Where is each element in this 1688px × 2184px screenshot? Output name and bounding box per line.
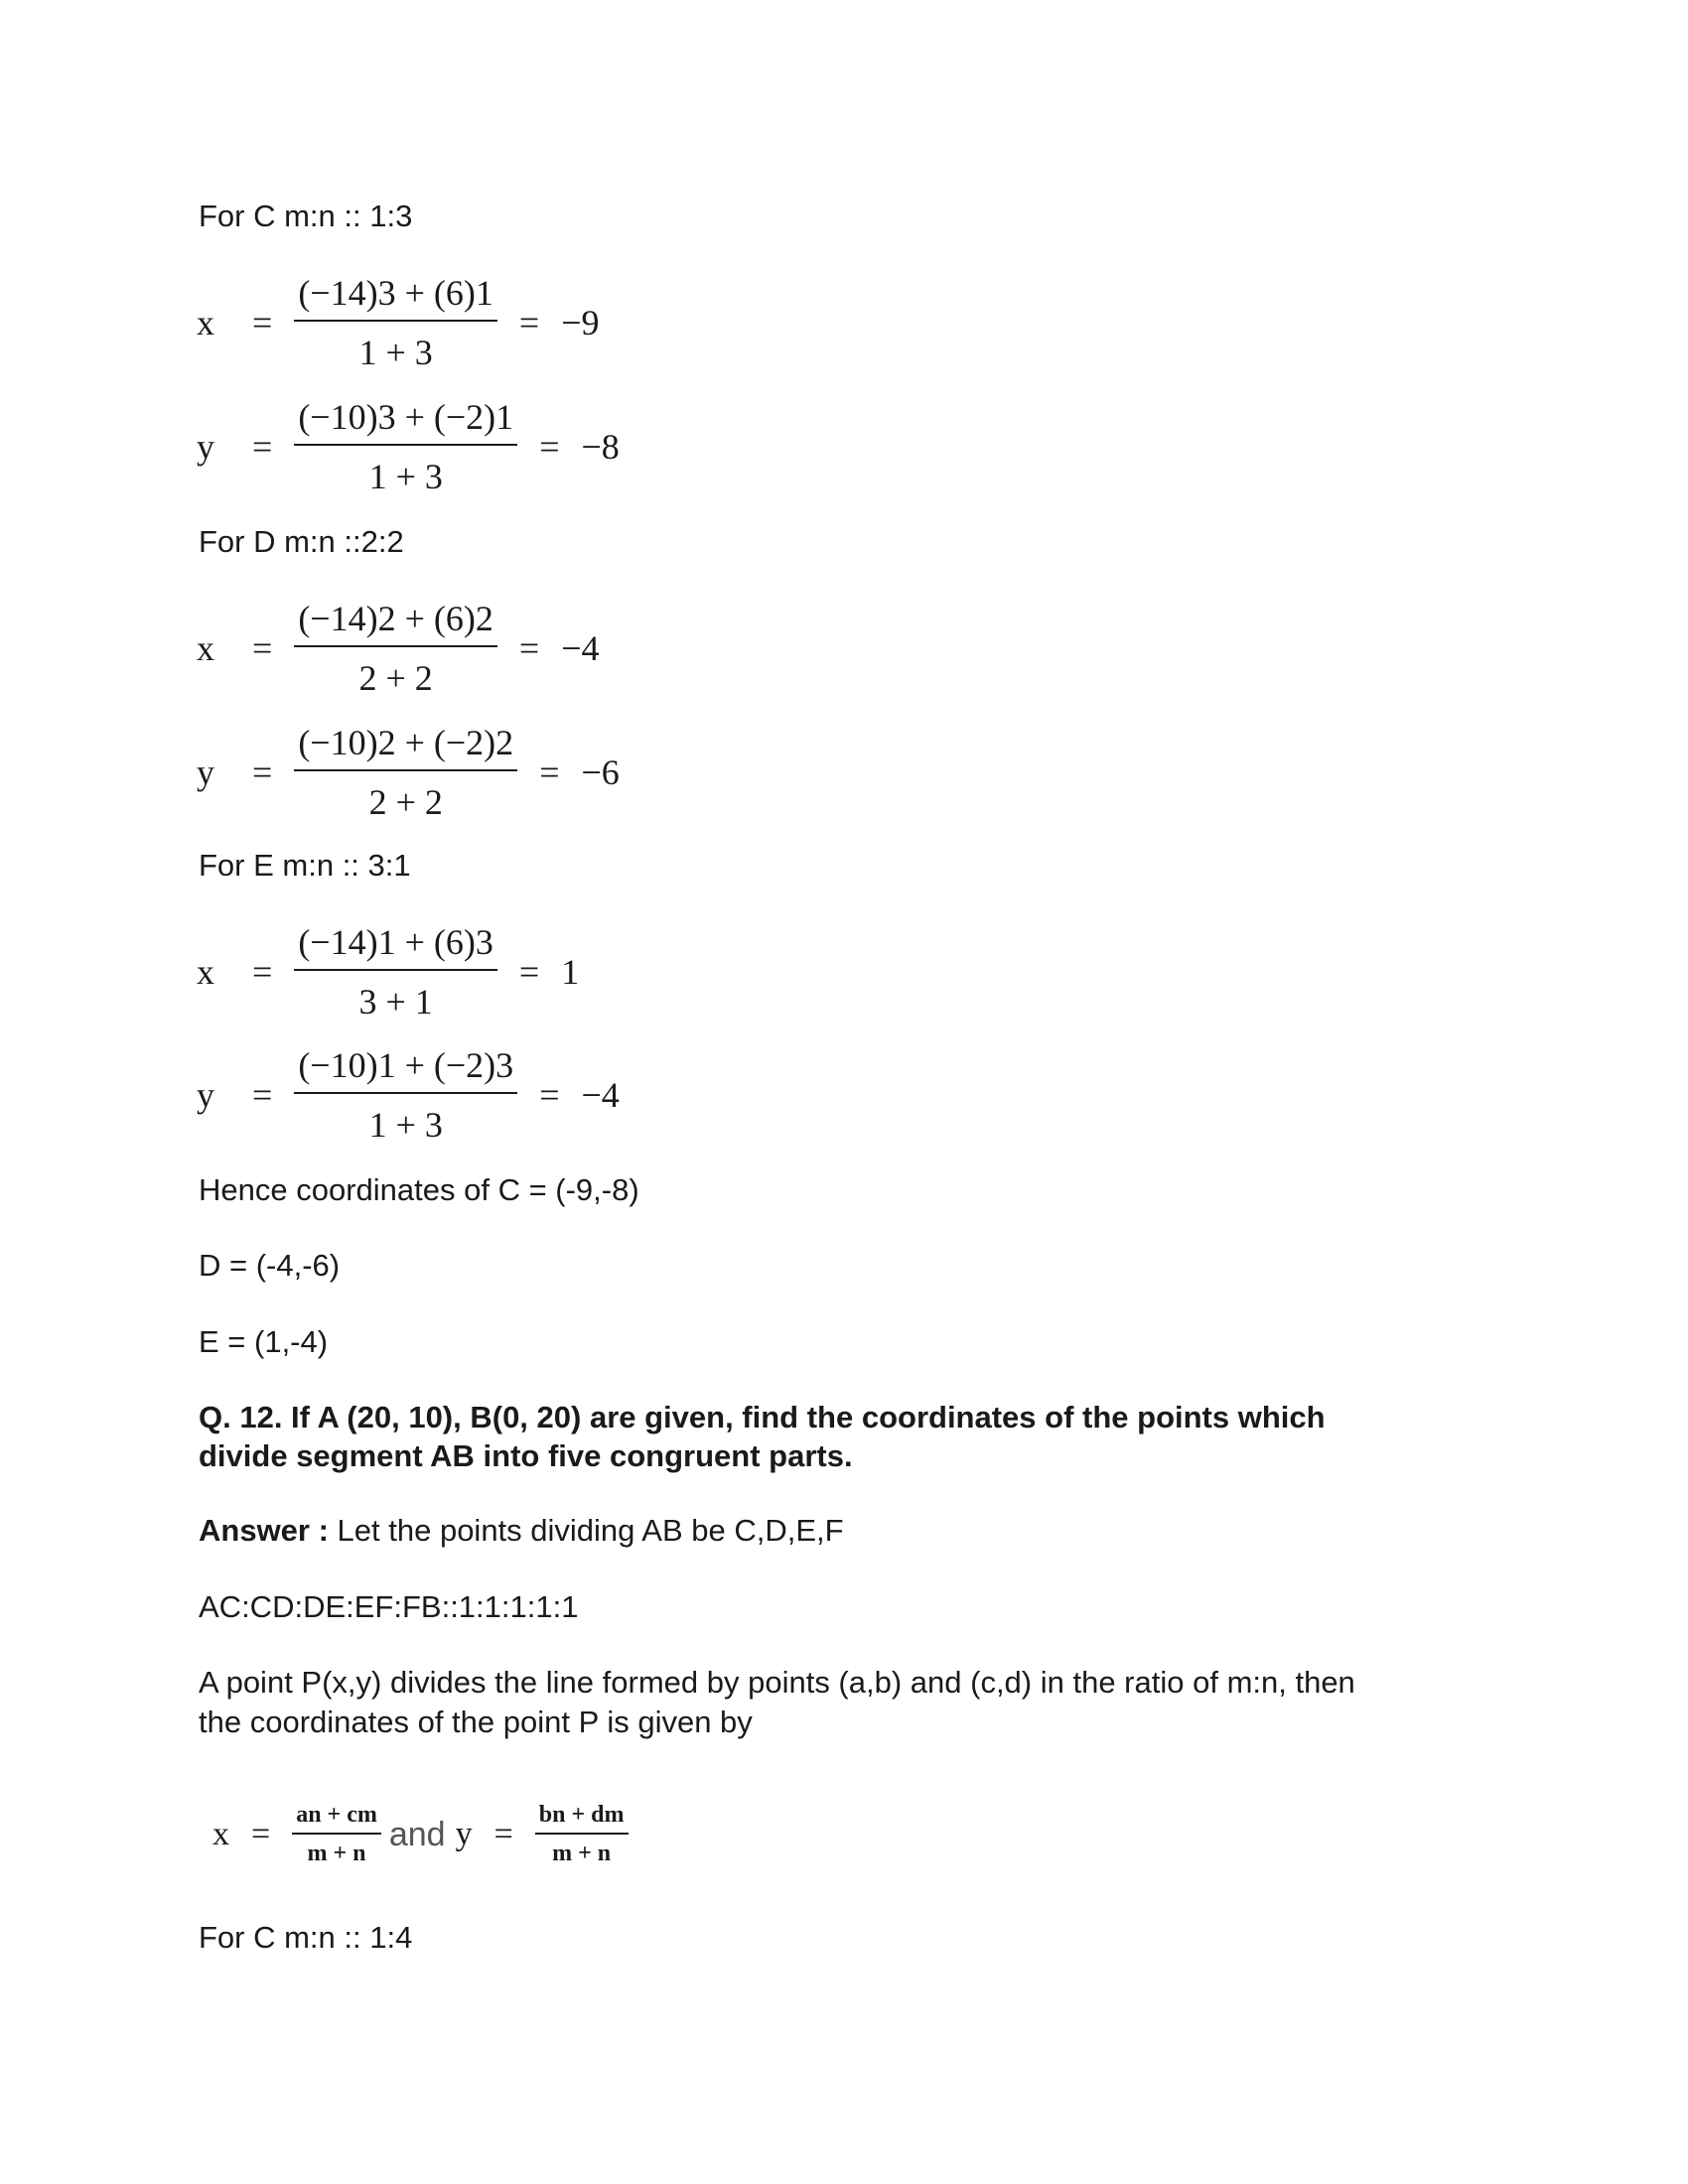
equation-d-y	[197, 723, 620, 822]
eq-numerator: (−14)2 + (6)2	[294, 598, 497, 647]
equation-d-x	[197, 599, 600, 698]
eq-numerator: (−10)1 + (−2)3	[294, 1044, 517, 1094]
ratio-label-c: For C m:n :: 1:3	[199, 199, 413, 233]
eq-equals: =	[252, 628, 273, 668]
eq-result: −4	[581, 1075, 620, 1115]
eq-numerator: (−10)2 + (−2)2	[294, 722, 517, 771]
answer-label: Answer :	[199, 1513, 329, 1548]
formula-x-variable: x	[212, 1816, 229, 1852]
eq-denominator: 1 + 3	[368, 457, 443, 496]
eq-denominator: 2 + 2	[358, 658, 433, 698]
ratio-label-d: For D m:n ::2:2	[199, 524, 404, 559]
eq-result: −6	[581, 752, 620, 792]
eq-denominator: 3 + 1	[358, 982, 433, 1022]
eq-numerator: (−14)3 + (6)1	[294, 272, 497, 322]
ratio-label-e: For E m:n :: 3:1	[199, 848, 411, 883]
formula-and: and	[388, 1815, 446, 1853]
eq-equals: =	[539, 1075, 560, 1115]
eq-result: −9	[561, 303, 600, 342]
eq-variable: y	[197, 752, 214, 792]
eq-equals: =	[252, 1075, 273, 1115]
eq-variable: y	[197, 427, 214, 467]
eq-fraction	[294, 921, 497, 1023]
eq-equals: =	[518, 628, 540, 668]
eq-variable: y	[197, 1075, 214, 1115]
eq-numerator: (−10)3 + (−2)1	[294, 396, 517, 446]
text-line: A point P(x,y) divides the line formed by points (a,b) and (c,d) in the ratio of m:n, then	[199, 1665, 1355, 1700]
eq-fraction	[294, 396, 517, 497]
eq-result: −8	[581, 427, 620, 467]
eq-fraction	[294, 722, 517, 823]
eq-variable: x	[197, 628, 214, 668]
section-formula	[212, 1797, 629, 1872]
question-12	[199, 1398, 1326, 1475]
formula-y-denominator: m + n	[552, 1841, 612, 1866]
answer-line	[199, 1511, 844, 1551]
formula-x-fraction	[292, 1802, 381, 1867]
eq-denominator: 2 + 2	[368, 782, 443, 822]
formula-equals: =	[251, 1816, 271, 1852]
eq-denominator: 1 + 3	[368, 1105, 443, 1145]
answer-text: Let the points dividing AB be C,D,E,F	[328, 1513, 844, 1548]
eq-variable: x	[197, 952, 214, 992]
question-line: divide segment AB into five congruent parts.	[199, 1438, 853, 1473]
formula-y-numerator: bn + dm	[535, 1802, 629, 1835]
eq-result: −4	[561, 628, 600, 668]
eq-denominator: 1 + 3	[358, 333, 433, 372]
equation-e-y	[197, 1045, 620, 1145]
eq-equals: =	[252, 752, 273, 792]
eq-equals: =	[539, 427, 560, 467]
eq-equals: =	[539, 752, 560, 792]
eq-variable: x	[197, 303, 214, 342]
equation-e-x	[197, 922, 579, 1022]
eq-fraction	[294, 272, 497, 373]
eq-equals: =	[252, 303, 273, 342]
eq-equals: =	[252, 427, 273, 467]
result-d-coordinates: D = (-4,-6)	[199, 1248, 341, 1283]
formula-x-denominator: m + n	[307, 1841, 366, 1866]
eq-fraction	[294, 1044, 517, 1146]
formula-y-variable: y	[455, 1816, 473, 1852]
eq-result: 1	[561, 952, 580, 992]
result-c-coordinates: Hence coordinates of C = (-9,-8)	[199, 1172, 639, 1207]
formula-equals: =	[493, 1816, 513, 1852]
result-e-coordinates: E = (1,-4)	[199, 1324, 329, 1359]
eq-equals: =	[518, 952, 540, 992]
section-formula-text	[199, 1663, 1355, 1742]
question-line: Q. 12. If A (20, 10), B(0, 20) are given, find the coordinates of the points which	[199, 1400, 1326, 1434]
eq-equals: =	[518, 303, 540, 342]
formula-y-fraction	[535, 1802, 629, 1867]
formula-x-numerator: an + cm	[292, 1802, 381, 1835]
eq-equals: =	[252, 952, 273, 992]
eq-numerator: (−14)1 + (6)3	[294, 921, 497, 971]
ratio-statement: AC:CD:DE:EF:FB::1:1:1:1:1	[199, 1589, 579, 1624]
text-line: the coordinates of the point P is given by	[199, 1705, 753, 1739]
equation-c-x	[197, 273, 600, 372]
eq-fraction	[294, 598, 497, 699]
equation-c-y	[197, 397, 620, 496]
ratio-label-c-second: For C m:n :: 1:4	[199, 1920, 413, 1955]
